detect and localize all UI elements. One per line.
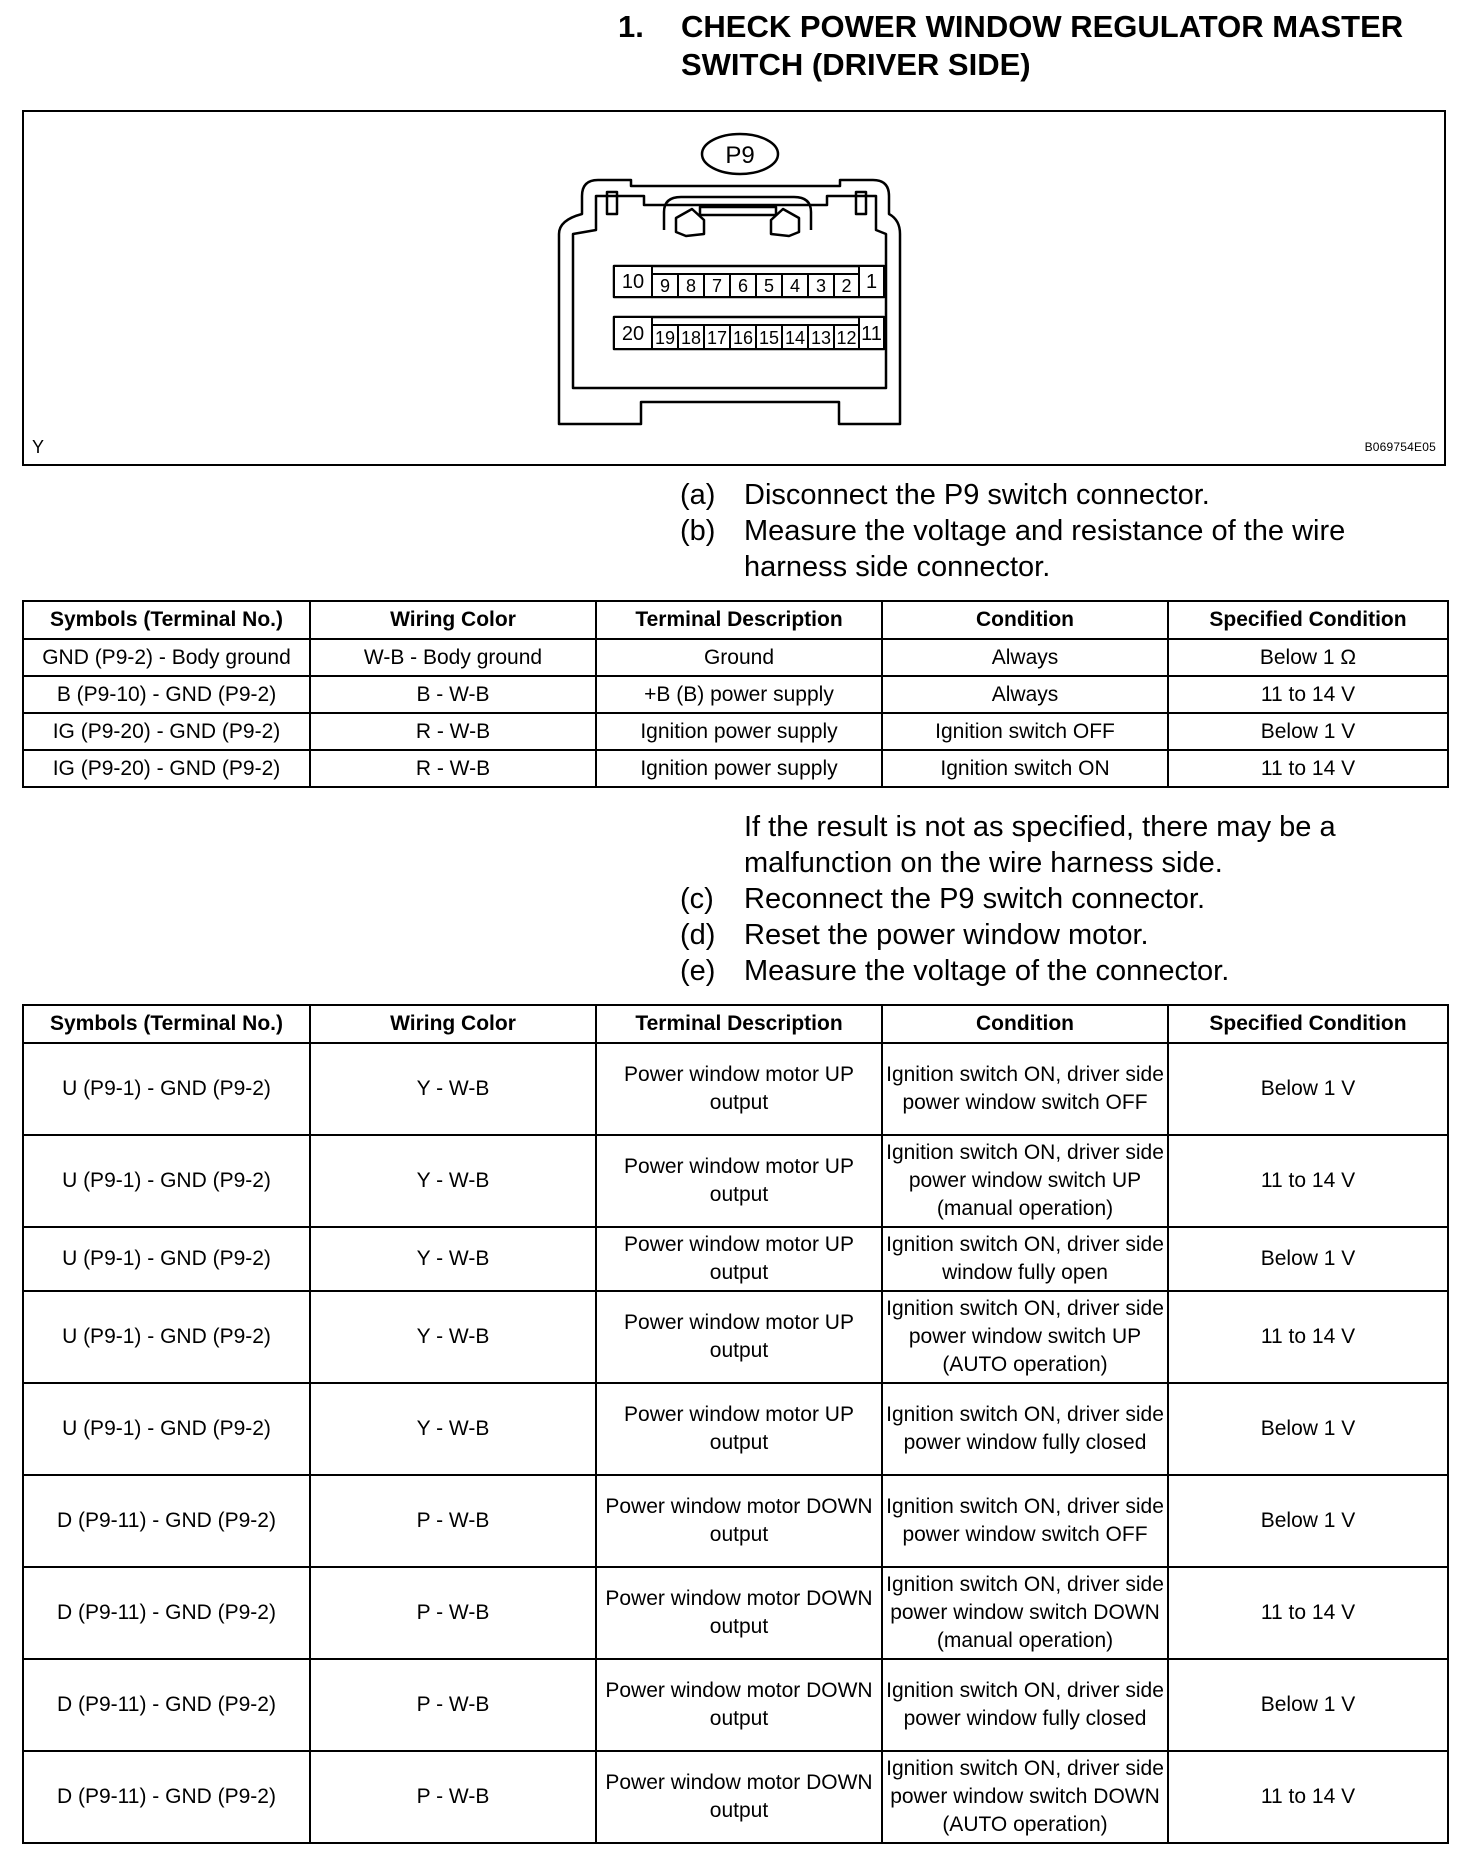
note-item	[680, 809, 1420, 881]
cell-condition: Ignition switch ON, driver side power window switch OFF	[882, 1043, 1168, 1135]
instruction-label: (e)	[680, 955, 716, 987]
cell-condition: Ignition switch ON, driver side power window fully closed	[882, 1383, 1168, 1475]
instructions-before-table1	[680, 477, 1420, 585]
note-text: If the result is not as specified, there may be a malfunction on the wire harness side.	[744, 811, 1336, 879]
cell-specified-condition: Below 1 V	[1168, 1227, 1448, 1291]
cell-specified-condition: Below 1 V	[1168, 1475, 1448, 1567]
cell-specified-condition: Below 1 V	[1168, 1043, 1448, 1135]
cell-terminal-description: Power window motor UP output	[596, 1291, 882, 1383]
terminal-number: 5	[763, 276, 775, 296]
column-header: Wiring Color	[310, 1005, 596, 1043]
cell-symbols: IG (P9-20) - GND (P9-2)	[23, 713, 310, 750]
terminal-number: 11	[861, 323, 882, 345]
cell-specified-condition: 11 to 14 V	[1168, 1291, 1448, 1383]
cell-terminal-description: Power window motor UP output	[596, 1383, 882, 1475]
instruction-item	[680, 917, 1420, 953]
cell-condition: Ignition switch ON, driver side power window switch OFF	[882, 1475, 1168, 1567]
cell-condition: Ignition switch ON, driver side power window switch DOWN (manual operation)	[882, 1567, 1168, 1659]
column-header: Terminal Description	[596, 601, 882, 639]
cell-terminal-description: Ignition power supply	[596, 750, 882, 787]
cell-condition: Ignition switch OFF	[882, 713, 1168, 750]
instruction-label: (b)	[680, 515, 716, 547]
terminal-number: 16	[732, 328, 754, 348]
cell-symbols: U (P9-1) - GND (P9-2)	[23, 1291, 310, 1383]
cell-condition: Ignition switch ON, driver side power window switch UP (AUTO operation)	[882, 1291, 1168, 1383]
cell-wiring-color: Y - W-B	[310, 1291, 596, 1383]
instruction-item	[680, 513, 1420, 585]
cell-wiring-color: Y - W-B	[310, 1043, 596, 1135]
table-header-row	[23, 1005, 1448, 1043]
instruction-text: Measure the voltage and resistance of the wire harness side connector.	[744, 515, 1346, 583]
cell-symbols: U (P9-1) - GND (P9-2)	[23, 1383, 310, 1475]
cell-specified-condition: 11 to 14 V	[1168, 1135, 1448, 1227]
connector-diagram	[24, 112, 1448, 468]
column-header: Specified Condition	[1168, 1005, 1448, 1043]
cell-terminal-description: Power window motor DOWN output	[596, 1751, 882, 1843]
cell-symbols: U (P9-1) - GND (P9-2)	[23, 1227, 310, 1291]
cell-wiring-color: W-B - Body ground	[310, 639, 596, 676]
cell-symbols: U (P9-1) - GND (P9-2)	[23, 1043, 310, 1135]
terminal-number: 20	[621, 323, 645, 345]
terminal-number: 18	[680, 328, 702, 348]
terminals-bottom-row	[614, 317, 884, 349]
cell-specified-condition: Below 1 Ω	[1168, 639, 1448, 676]
instruction-item	[680, 953, 1420, 989]
column-header: Condition	[882, 1005, 1168, 1043]
table-row	[23, 1659, 1448, 1751]
terminal-number: 14	[784, 328, 806, 348]
instruction-label: (c)	[680, 883, 714, 915]
wire-harness-spec-table	[22, 600, 1449, 788]
cell-wiring-color: Y - W-B	[310, 1135, 596, 1227]
cell-condition: Always	[882, 639, 1168, 676]
cell-symbols: U (P9-1) - GND (P9-2)	[23, 1135, 310, 1227]
cell-condition: Ignition switch ON, driver side power window switch DOWN (AUTO operation)	[882, 1751, 1168, 1843]
cell-condition: Ignition switch ON, driver side power window fully closed	[882, 1659, 1168, 1751]
cell-terminal-description: Power window motor UP output	[596, 1227, 882, 1291]
terminal-number: 1	[865, 271, 878, 293]
terminal-number: 13	[810, 328, 832, 348]
cell-terminal-description: Power window motor UP output	[596, 1135, 882, 1227]
column-header: Wiring Color	[310, 601, 596, 639]
cell-terminal-description: Power window motor DOWN output	[596, 1659, 882, 1751]
table-row	[23, 1227, 1448, 1291]
figure-code: B069754E05	[1364, 440, 1436, 454]
cell-specified-condition: Below 1 V	[1168, 713, 1448, 750]
cell-wiring-color: P - W-B	[310, 1475, 596, 1567]
terminal-number: 10	[621, 271, 645, 293]
cell-specified-condition: 11 to 14 V	[1168, 750, 1448, 787]
step-number: 1.	[618, 9, 644, 44]
table-row	[23, 1043, 1448, 1135]
instruction-text: Measure the voltage of the connector.	[744, 955, 1230, 987]
instructions-before-table2	[680, 809, 1420, 989]
table-row	[23, 676, 1448, 713]
cell-terminal-description: Ignition power supply	[596, 713, 882, 750]
cell-wiring-color: B - W-B	[310, 676, 596, 713]
cell-specified-condition: 11 to 14 V	[1168, 676, 1448, 713]
column-header: Condition	[882, 601, 1168, 639]
terminal-number: 17	[706, 328, 728, 348]
column-header: Symbols (Terminal No.)	[23, 601, 310, 639]
cell-condition: Ignition switch ON	[882, 750, 1168, 787]
table-row	[23, 1475, 1448, 1567]
terminal-number: 15	[758, 328, 780, 348]
terminals-top-row	[614, 266, 884, 297]
instruction-label: (a)	[680, 479, 716, 511]
cell-wiring-color: P - W-B	[310, 1567, 596, 1659]
instruction-item	[680, 881, 1420, 917]
cell-terminal-description: Ground	[596, 639, 882, 676]
cell-wiring-color: P - W-B	[310, 1659, 596, 1751]
instruction-text: Reset the power window motor.	[744, 919, 1149, 951]
instruction-text: Reconnect the P9 switch connector.	[744, 883, 1206, 915]
terminal-number: 19	[654, 328, 676, 348]
cell-symbols: IG (P9-20) - GND (P9-2)	[23, 750, 310, 787]
cell-terminal-description: Power window motor UP output	[596, 1043, 882, 1135]
column-header: Symbols (Terminal No.)	[23, 1005, 310, 1043]
cell-specified-condition: Below 1 V	[1168, 1383, 1448, 1475]
figure-corner-mark: Y	[32, 437, 45, 457]
cell-wiring-color: P - W-B	[310, 1751, 596, 1843]
connector-voltage-spec-table	[22, 1004, 1449, 1844]
terminal-number: 4	[789, 276, 801, 296]
cell-specified-condition: 11 to 14 V	[1168, 1567, 1448, 1659]
column-header: Specified Condition	[1168, 601, 1448, 639]
cell-wiring-color: R - W-B	[310, 713, 596, 750]
table-row	[23, 1291, 1448, 1383]
cell-symbols: GND (P9-2) - Body ground	[23, 639, 310, 676]
cell-symbols: D (P9-11) - GND (P9-2)	[23, 1659, 310, 1751]
connector-label: P9	[725, 142, 755, 169]
table-row	[23, 1567, 1448, 1659]
terminal-number: 2	[841, 276, 852, 296]
terminal-number: 9	[659, 276, 671, 296]
table-row	[23, 750, 1448, 787]
column-header: Terminal Description	[596, 1005, 882, 1043]
terminal-number: 3	[815, 276, 827, 296]
cell-symbols: B (P9-10) - GND (P9-2)	[23, 676, 310, 713]
cell-terminal-description: Power window motor DOWN output	[596, 1567, 882, 1659]
cell-terminal-description: Power window motor DOWN output	[596, 1475, 882, 1567]
center-lock-slot	[700, 207, 776, 215]
step-title: CHECK POWER WINDOW REGULATOR MASTER SWITCH (DRIVER SIDE)	[681, 9, 1404, 82]
terminal-number: 8	[685, 276, 697, 296]
cell-wiring-color: Y - W-B	[310, 1227, 596, 1291]
cell-terminal-description: +B (B) power supply	[596, 676, 882, 713]
cell-condition: Always	[882, 676, 1168, 713]
cell-specified-condition: 11 to 14 V	[1168, 1751, 1448, 1843]
cell-condition: Ignition switch ON, driver side window fully open	[882, 1227, 1168, 1291]
table-row	[23, 639, 1448, 676]
terminal-number: 12	[836, 328, 857, 348]
cell-wiring-color: Y - W-B	[310, 1383, 596, 1475]
cell-specified-condition: Below 1 V	[1168, 1659, 1448, 1751]
table-row	[23, 713, 1448, 750]
instruction-label: (d)	[680, 919, 716, 951]
cell-symbols: D (P9-11) - GND (P9-2)	[23, 1567, 310, 1659]
table-row	[23, 1751, 1448, 1843]
cell-condition: Ignition switch ON, driver side power window switch UP (manual operation)	[882, 1135, 1168, 1227]
cell-wiring-color: R - W-B	[310, 750, 596, 787]
table-row	[23, 1383, 1448, 1475]
cell-symbols: D (P9-11) - GND (P9-2)	[23, 1475, 310, 1567]
cell-symbols: D (P9-11) - GND (P9-2)	[23, 1751, 310, 1843]
connector-figure	[22, 110, 1446, 466]
instruction-item	[680, 477, 1420, 513]
terminal-number: 7	[711, 276, 723, 296]
table-row	[23, 1135, 1448, 1227]
table-header-row	[23, 601, 1448, 639]
instruction-text: Disconnect the P9 switch connector.	[744, 479, 1210, 511]
terminal-number: 6	[737, 276, 749, 296]
